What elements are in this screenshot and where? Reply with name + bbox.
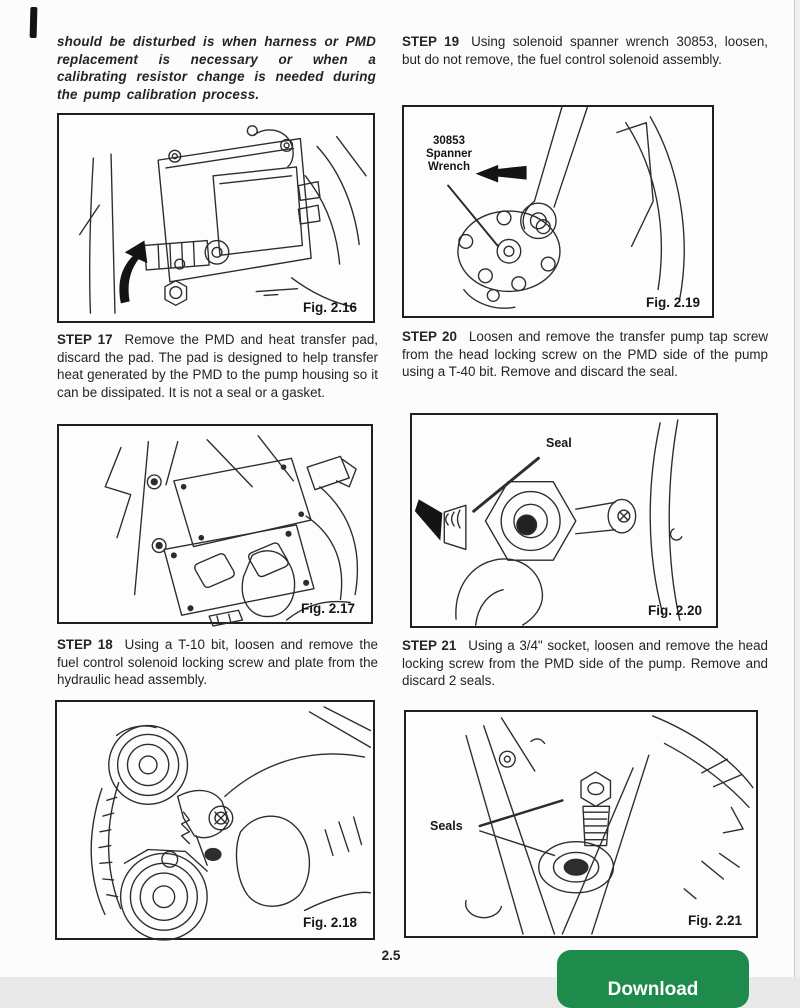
- figure-2-19: [402, 105, 714, 318]
- figure-caption: Fig. 2.19: [645, 295, 700, 310]
- fig-2-21-part-label: Seals: [430, 819, 463, 833]
- figure-caption: Fig. 2.18: [302, 915, 357, 930]
- step-17-label: STEP 17: [57, 332, 113, 347]
- step-20-text: Loosen and remove the transfer pump tap screw from the head locking screw on the PMD side of the pump using a T-40 bit. Remove and discard the seal.: [402, 329, 768, 379]
- figure-2-20: [410, 413, 718, 628]
- step-18-label: STEP 18: [57, 637, 113, 652]
- fig-2-20-part-label: Seal: [546, 436, 572, 450]
- step-19-label: STEP 19: [402, 34, 460, 49]
- download-button[interactable]: Download: [557, 950, 749, 1008]
- figure-2-18: [55, 700, 375, 940]
- page-edge-strip: [794, 0, 800, 977]
- figure-caption: Fig. 2.20: [647, 603, 702, 618]
- figure-2-17: [57, 424, 373, 624]
- figure-caption: Fig. 2.16: [302, 300, 357, 315]
- step-19: [402, 33, 768, 68]
- step-19-text: Using solenoid spanner wrench 30853, loosen, but do not remove, the fuel control solenoid assembly.: [402, 34, 768, 67]
- step-18: [57, 636, 378, 689]
- fig-2-19-part-label: 30853 Spanner Wrench: [425, 135, 472, 173]
- step-21: [402, 637, 768, 690]
- step-17-text: Remove the PMD and heat transfer pad, discard the pad. The pad is designed to help transfer heat generated by the PMD to the pump housing so it can be dissipated. It is not a seal or a gasket.: [57, 332, 378, 400]
- scan-artifact-mark: [30, 7, 38, 38]
- step-17: [57, 331, 378, 401]
- figure-2-21: [404, 710, 758, 938]
- step-21-text: Using a 3/4" socket, loosen and remove the head locking screw from the PMD side of the pump. Remove and discard 2 seals.: [402, 638, 768, 688]
- step-18-text: Using a T-10 bit, loosen and remove the fuel control solenoid locking screw and plate from the hydraulic head assembly.: [57, 637, 378, 687]
- figure-caption: Fig. 2.21: [687, 913, 742, 928]
- step-20: [402, 328, 768, 381]
- page-number: 2.5: [381, 948, 401, 963]
- fig-2-18-drawing: [57, 702, 373, 938]
- figure-2-16: [57, 113, 375, 323]
- fig-2-16-drawing: [59, 115, 373, 321]
- step-21-label: STEP 21: [402, 638, 457, 653]
- step-20-label: STEP 20: [402, 329, 457, 344]
- fig-2-17-drawing: [59, 426, 371, 622]
- intro-paragraph: should be disturbed is when harness or PMD replacement is necessary or when a calibrating resistor change is needed during the pump calibration process.: [57, 34, 376, 102]
- figure-caption: Fig. 2.17: [300, 601, 355, 616]
